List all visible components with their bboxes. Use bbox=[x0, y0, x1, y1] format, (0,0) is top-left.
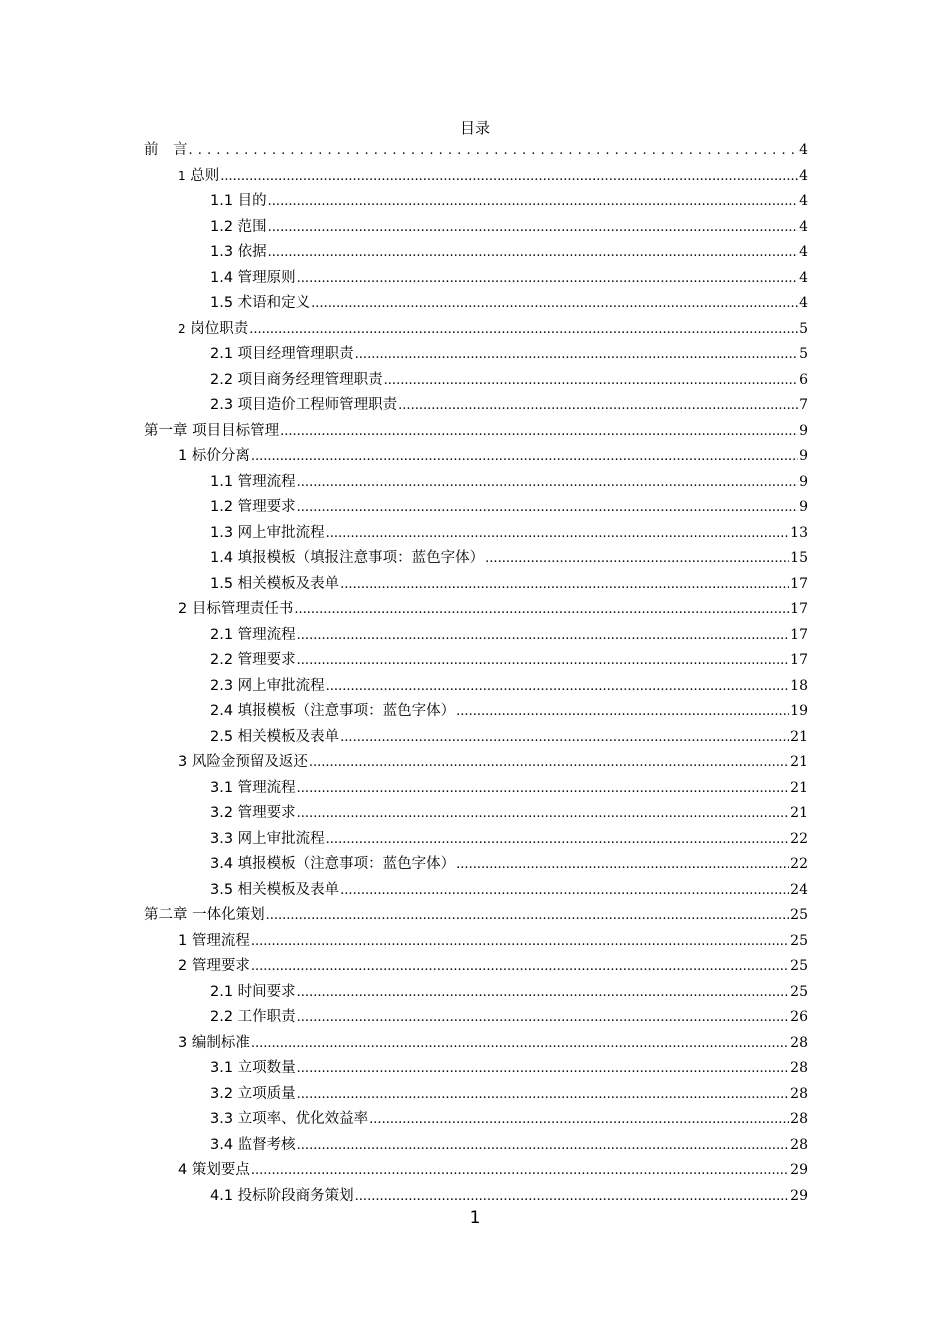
toc-entry-page: 22 bbox=[790, 856, 808, 872]
toc-entry-label: 第一章 项目目标管理 bbox=[144, 422, 280, 439]
dot-leader bbox=[251, 1158, 789, 1184]
toc-entry-label: 2.3 项目造价工程师管理职责 bbox=[210, 397, 398, 413]
toc-entry-label: 4 策划要点 bbox=[178, 1162, 250, 1178]
dot-leader bbox=[266, 903, 790, 929]
dot-leader bbox=[340, 572, 789, 598]
toc-entry-label: 3.2 立项质量 bbox=[210, 1085, 296, 1102]
dot-leader bbox=[249, 317, 798, 343]
dot-leader bbox=[456, 699, 789, 725]
toc-entry[interactable] bbox=[144, 674, 808, 700]
toc-entry-page: 19 bbox=[790, 703, 808, 719]
toc-entry-page: 28 bbox=[790, 1136, 808, 1153]
toc-entry-label: 第二章 一体化策划 bbox=[144, 907, 265, 923]
dot-leader bbox=[355, 1184, 790, 1210]
toc-entry-label: 2.2 工作职责 bbox=[210, 1009, 296, 1025]
dot-leader bbox=[297, 495, 798, 521]
toc-entry-label: 1.1 管理流程 bbox=[210, 473, 296, 490]
toc-entry-label: 3.1 管理流程 bbox=[210, 779, 296, 796]
dot-leader bbox=[340, 725, 789, 751]
toc-entry-page: 17 bbox=[790, 575, 808, 592]
toc-entry[interactable] bbox=[144, 266, 808, 292]
toc-entry-page: 9 bbox=[799, 422, 808, 439]
dot-leader bbox=[297, 648, 790, 674]
toc-entry-label: 2.5 相关模板及表单 bbox=[210, 728, 340, 745]
toc-entry[interactable] bbox=[144, 215, 808, 241]
toc-entry-page: 13 bbox=[790, 524, 808, 541]
toc-entry-label: 3.1 立项数量 bbox=[210, 1060, 296, 1076]
table-of-contents bbox=[144, 138, 808, 1209]
toc-entry[interactable] bbox=[144, 393, 808, 419]
toc-entry-text: 岗位职责 bbox=[190, 320, 249, 337]
dot-leader bbox=[280, 419, 798, 445]
dot-leader bbox=[340, 878, 789, 904]
dot-leader bbox=[311, 291, 798, 317]
toc-entry[interactable] bbox=[144, 750, 808, 776]
toc-entry-label: 3.4 监督考核 bbox=[210, 1136, 296, 1153]
toc-entry[interactable] bbox=[144, 597, 808, 623]
toc-entry[interactable] bbox=[144, 189, 808, 215]
toc-entry-page: 17 bbox=[790, 626, 808, 643]
toc-entry[interactable] bbox=[144, 725, 808, 751]
dot-leader bbox=[189, 138, 799, 164]
toc-entry-label: 1.3 网上审批流程 bbox=[210, 524, 325, 541]
toc-entry-page: 25 bbox=[790, 907, 808, 923]
toc-entry-label: 1.5 相关模板及表单 bbox=[210, 575, 340, 592]
toc-entry[interactable] bbox=[144, 368, 808, 394]
toc-entry-label: 2.3 网上审批流程 bbox=[210, 677, 325, 694]
dot-leader bbox=[297, 1082, 790, 1108]
toc-entry-page: 21 bbox=[790, 805, 808, 821]
toc-entry-label: 1.1 目的 bbox=[210, 193, 267, 209]
toc-entry-label: 3.2 管理要求 bbox=[210, 805, 296, 821]
toc-entry[interactable] bbox=[144, 878, 808, 904]
toc-entry-page: 25 bbox=[790, 932, 808, 949]
toc-entry-label: 2.2 项目商务经理管理职责 bbox=[210, 371, 383, 388]
toc-entry-label: 2.1 项目经理管理职责 bbox=[210, 346, 354, 362]
dot-leader bbox=[297, 1056, 790, 1082]
toc-entry-label: 3 编制标准 bbox=[178, 1034, 250, 1051]
toc-entry-page: 4 bbox=[799, 295, 808, 311]
dot-leader bbox=[294, 597, 789, 623]
toc-entry[interactable] bbox=[144, 827, 808, 853]
toc-entry[interactable] bbox=[144, 444, 808, 470]
toc-entry[interactable] bbox=[144, 1158, 808, 1184]
toc-entry-label: 1.3 依据 bbox=[210, 244, 267, 260]
toc-entry[interactable] bbox=[144, 342, 808, 368]
dot-leader bbox=[251, 929, 789, 955]
toc-entry[interactable] bbox=[144, 903, 808, 929]
toc-entry-label: 3.3 立项率、优化效益率 bbox=[210, 1111, 369, 1127]
toc-entry-page: 29 bbox=[790, 1162, 808, 1178]
toc-entry-page: 21 bbox=[790, 779, 808, 796]
toc-title: 目录 bbox=[459, 119, 490, 137]
dot-leader bbox=[220, 164, 798, 190]
dot-leader bbox=[297, 980, 790, 1006]
dot-leader bbox=[297, 801, 790, 827]
dot-leader bbox=[369, 1107, 789, 1133]
toc-entry-page: 9 bbox=[799, 499, 808, 515]
dot-leader bbox=[355, 342, 798, 368]
toc-entry-label: 4.1 投标阶段商务策划 bbox=[210, 1187, 354, 1204]
toc-entry-label: 3.4 填报模板（注意事项：蓝色字体） bbox=[210, 856, 456, 872]
toc-entry-label: 前 言 bbox=[144, 142, 188, 158]
toc-entry[interactable] bbox=[144, 623, 808, 649]
toc-entry-page: 29 bbox=[790, 1187, 808, 1204]
toc-entry[interactable] bbox=[144, 648, 808, 674]
toc-entry-label: 2.1 时间要求 bbox=[210, 983, 296, 1000]
toc-entry-page: 17 bbox=[790, 601, 808, 617]
dot-leader bbox=[268, 189, 798, 215]
toc-entry[interactable] bbox=[144, 776, 808, 802]
dot-leader bbox=[456, 852, 789, 878]
toc-entry-page: 28 bbox=[790, 1085, 808, 1102]
dot-leader bbox=[251, 444, 798, 470]
toc-entry-page: 24 bbox=[790, 881, 808, 898]
toc-entry-page: 9 bbox=[799, 473, 808, 490]
toc-entry[interactable] bbox=[144, 521, 808, 547]
dot-leader bbox=[398, 393, 798, 419]
dot-leader bbox=[326, 521, 790, 547]
toc-entry-page: 7 bbox=[799, 397, 808, 413]
dot-leader bbox=[297, 1133, 790, 1159]
toc-entry-page: 21 bbox=[790, 728, 808, 745]
toc-entry-page: 28 bbox=[790, 1060, 808, 1076]
toc-entry-label: 2 管理要求 bbox=[178, 958, 250, 974]
toc-entry-page: 18 bbox=[790, 677, 808, 694]
toc-entry-page: 9 bbox=[799, 448, 808, 464]
toc-entry-page: 15 bbox=[790, 550, 808, 566]
toc-entry-page: 4 bbox=[799, 218, 808, 235]
toc-entry-page: 6 bbox=[799, 371, 808, 388]
dot-leader bbox=[268, 215, 798, 241]
toc-entry-number: 2 bbox=[178, 321, 186, 336]
toc-entry-page: 25 bbox=[790, 958, 808, 974]
toc-entry[interactable] bbox=[144, 1133, 808, 1159]
toc-entry-label: 1 管理流程 bbox=[178, 932, 250, 949]
toc-entry[interactable] bbox=[144, 470, 808, 496]
toc-entry-label bbox=[178, 317, 248, 343]
toc-entry[interactable] bbox=[144, 1082, 808, 1108]
toc-entry-page: 17 bbox=[790, 652, 808, 668]
toc-entry[interactable] bbox=[144, 164, 808, 190]
toc-entry[interactable] bbox=[144, 1056, 808, 1082]
toc-entry-page: 5 bbox=[799, 346, 808, 362]
toc-entry-page: 4 bbox=[799, 142, 808, 158]
toc-entry[interactable] bbox=[144, 291, 808, 317]
dot-leader bbox=[251, 954, 789, 980]
dot-leader bbox=[268, 240, 798, 266]
toc-entry-page: 21 bbox=[790, 754, 808, 770]
toc-entry-label: 3 风险金预留及返还 bbox=[178, 754, 308, 770]
toc-entry[interactable] bbox=[144, 929, 808, 955]
dot-leader bbox=[297, 266, 798, 292]
toc-entry[interactable] bbox=[144, 546, 808, 572]
toc-entry-label: 2 目标管理责任书 bbox=[178, 601, 294, 617]
toc-entry-number: 1 bbox=[178, 168, 186, 183]
toc-entry-label: 2.2 管理要求 bbox=[210, 652, 296, 668]
toc-entry-text: 总则 bbox=[190, 167, 220, 184]
dot-leader bbox=[297, 470, 798, 496]
toc-entry-page: 4 bbox=[799, 193, 808, 209]
toc-entry-page: 25 bbox=[790, 983, 808, 1000]
dot-leader bbox=[251, 1031, 789, 1057]
dot-leader bbox=[309, 750, 789, 776]
toc-entry[interactable] bbox=[144, 954, 808, 980]
dot-leader bbox=[326, 827, 790, 853]
dot-leader bbox=[297, 1005, 790, 1031]
dot-leader bbox=[384, 368, 798, 394]
toc-entry-page: 5 bbox=[799, 320, 808, 337]
toc-entry-page: 28 bbox=[790, 1034, 808, 1051]
toc-entry[interactable] bbox=[144, 1031, 808, 1057]
toc-entry-page: 28 bbox=[790, 1111, 808, 1127]
toc-entry[interactable] bbox=[144, 138, 808, 164]
toc-entry-label: 2.1 管理流程 bbox=[210, 626, 296, 643]
toc-entry-page: 22 bbox=[790, 830, 808, 847]
toc-entry-label: 2.4 填报模板（注意事项：蓝色字体） bbox=[210, 703, 456, 719]
toc-entry[interactable] bbox=[144, 699, 808, 725]
toc-entry[interactable] bbox=[144, 801, 808, 827]
toc-entry[interactable] bbox=[144, 419, 808, 445]
toc-entry-label: 1.5 术语和定义 bbox=[210, 295, 311, 311]
toc-entry-page: 4 bbox=[799, 167, 808, 184]
toc-entry[interactable] bbox=[144, 980, 808, 1006]
toc-entry-page: 26 bbox=[790, 1009, 808, 1025]
toc-entry[interactable] bbox=[144, 1107, 808, 1133]
toc-entry[interactable] bbox=[144, 1184, 808, 1210]
toc-entry-label: 1 标价分离 bbox=[178, 448, 250, 464]
dot-leader bbox=[326, 674, 790, 700]
dot-leader bbox=[297, 776, 790, 802]
toc-entry-label: 1.2 管理要求 bbox=[210, 499, 296, 515]
toc-entry[interactable] bbox=[144, 240, 808, 266]
toc-entry[interactable] bbox=[144, 572, 808, 598]
page-number: 1 bbox=[469, 1208, 481, 1228]
toc-entry-label: 1.2 范围 bbox=[210, 218, 267, 235]
toc-entry[interactable] bbox=[144, 317, 808, 343]
dot-leader bbox=[485, 546, 789, 572]
toc-entry-label: 1.4 填报模板（填报注意事项：蓝色字体） bbox=[210, 550, 485, 566]
toc-entry-label: 1.4 管理原则 bbox=[210, 269, 296, 286]
toc-entry[interactable] bbox=[144, 495, 808, 521]
toc-entry[interactable] bbox=[144, 1005, 808, 1031]
toc-entry-page: 4 bbox=[799, 244, 808, 260]
toc-entry[interactable] bbox=[144, 852, 808, 878]
toc-entry-page: 4 bbox=[799, 269, 808, 286]
toc-entry-label bbox=[178, 164, 219, 190]
dot-leader bbox=[297, 623, 790, 649]
toc-entry-label: 3.3 网上审批流程 bbox=[210, 830, 325, 847]
toc-entry-label: 3.5 相关模板及表单 bbox=[210, 881, 340, 898]
